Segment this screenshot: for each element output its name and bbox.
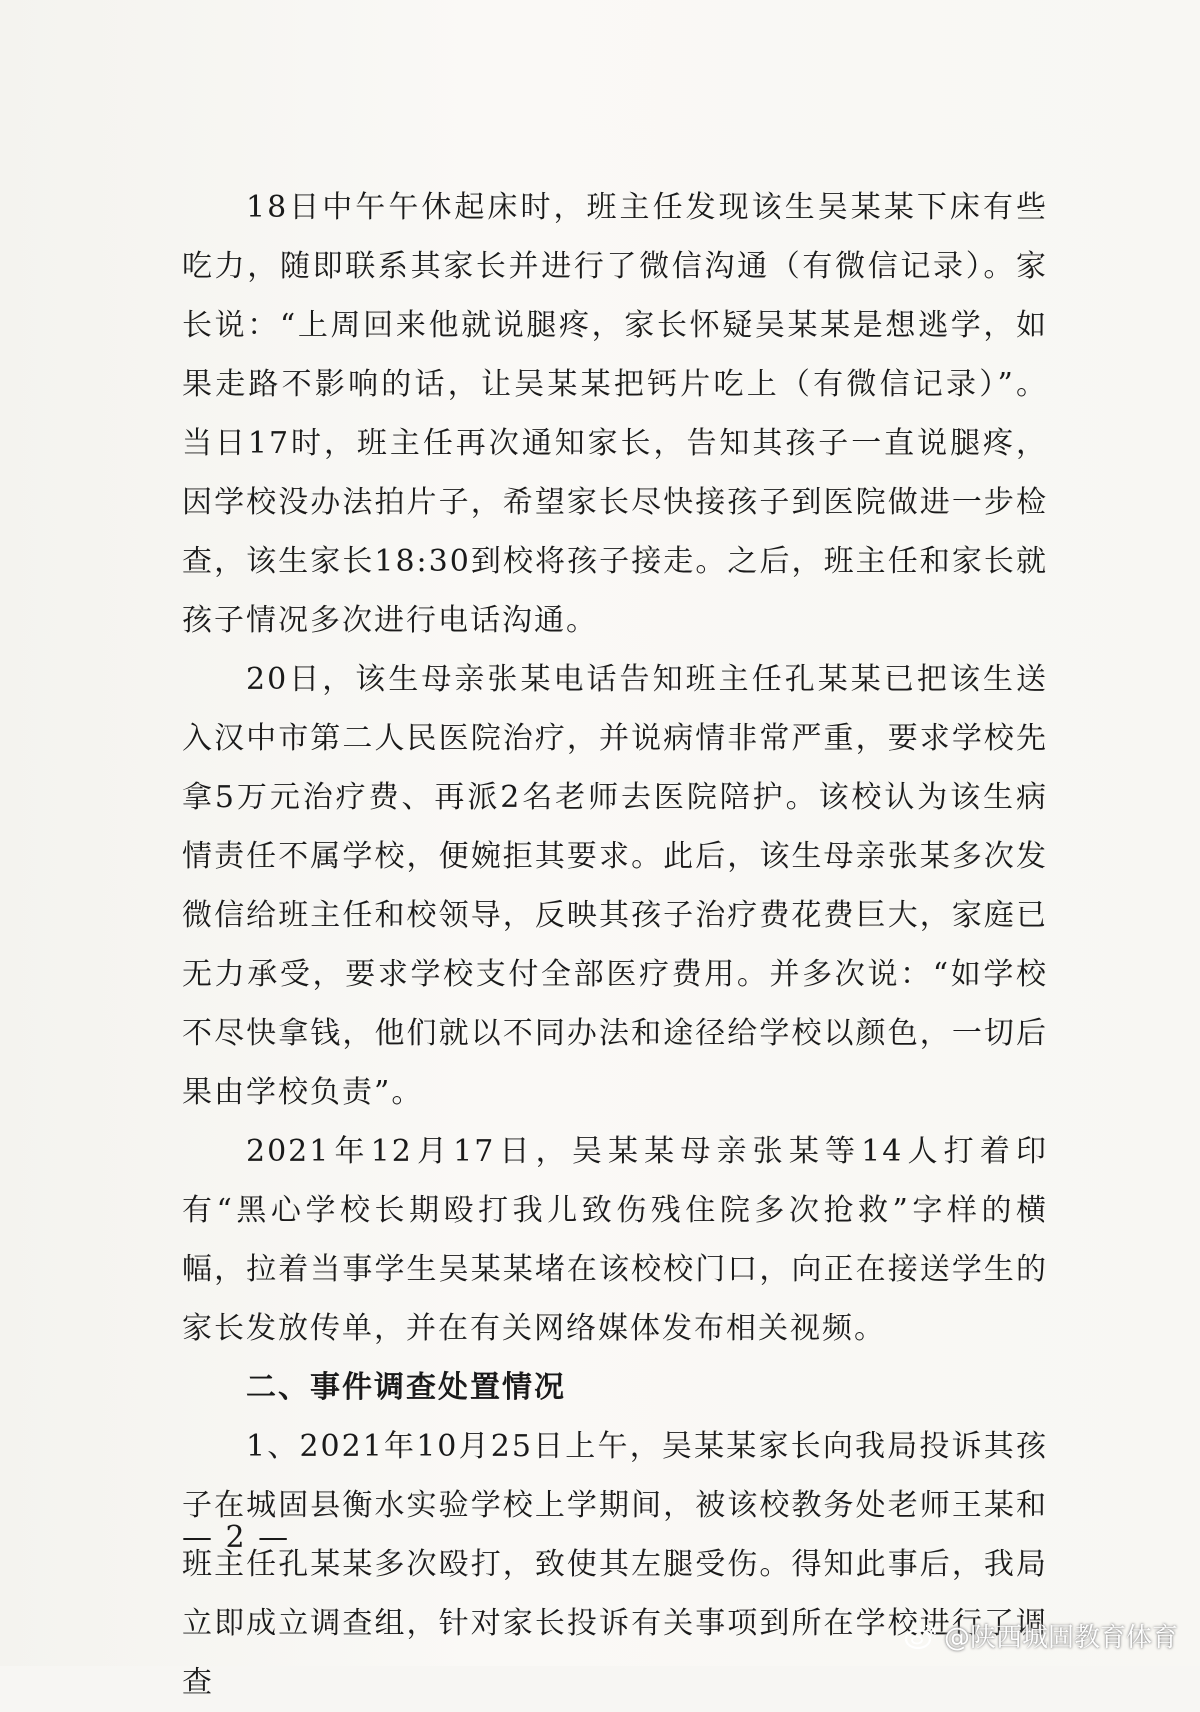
weibo-icon bbox=[904, 1622, 938, 1650]
page-number: — 2 — bbox=[182, 1520, 291, 1555]
section-heading: 二、事件调查处置情况 bbox=[246, 1370, 566, 1405]
paragraph-2: 20日，该生母亲张某电话告知班主任孔某某已把该生送入汉中市第二人民医院治疗，并说病情非常严重，要求学校先拿5万元治疗费、再派2名老师去医院陪护。该校认为该生病情责任不属学校，便婉拒其要求。此后，该生母亲张某多次发微信给班主任和校领导，反映其孩子治疗费花费巨大，家庭已无力承受，要求学校支付全部医疗费用。并多次说：“如学校不尽快拿钱，他们就以不同办法和途径给学校以颜色，一切后果由学校负责”。 bbox=[182, 662, 1048, 1110]
paragraph-1: 18日中午午休起床时，班主任发现该生吴某某下床有些吃力，随即联系其家长并进行了微信沟通（有微信记录）。家长说：“上周回来他就说腿疼，家长怀疑吴某某是想逃学，如果走路不影响的话，让吴某某把钙片吃上（有微信记录）”。当日17时，班主任再次通知家长，告知其孩子一直说腿疼，因学校没办法拍片子，希望家长尽快接孩子到医院做进一步检查，该生家长18:30到校将孩子接走。之后，班主任和家长就孩子情况多次进行电话沟通。 bbox=[182, 190, 1048, 638]
paragraph-4: 1、2021年10月25日上午，吴某某家长向我局投诉其孩子在城固县衡水实验学校上学期间，被该校教务处老师王某和班主任孔某某多次殴打，致使其左腿受伤。得知此事后，我局立即成立调查组，针对家长投诉有关事项到所在学校进行了调查 bbox=[182, 1429, 1048, 1700]
document-body bbox=[182, 178, 1048, 1712]
watermark-text: @陕西城固教育体育 bbox=[943, 1623, 1178, 1653]
paragraph-3: 2021年12月17日，吴某某母亲张某等14人打着印有“黑心学校长期殴打我儿致伤残住院多次抢救”字样的横幅，拉着当事学生吴某某堵在该校校门口，向正在接送学生的家长发放传单，并在有关网络媒体发布相关视频。 bbox=[182, 1134, 1048, 1346]
watermark bbox=[904, 1617, 1178, 1654]
